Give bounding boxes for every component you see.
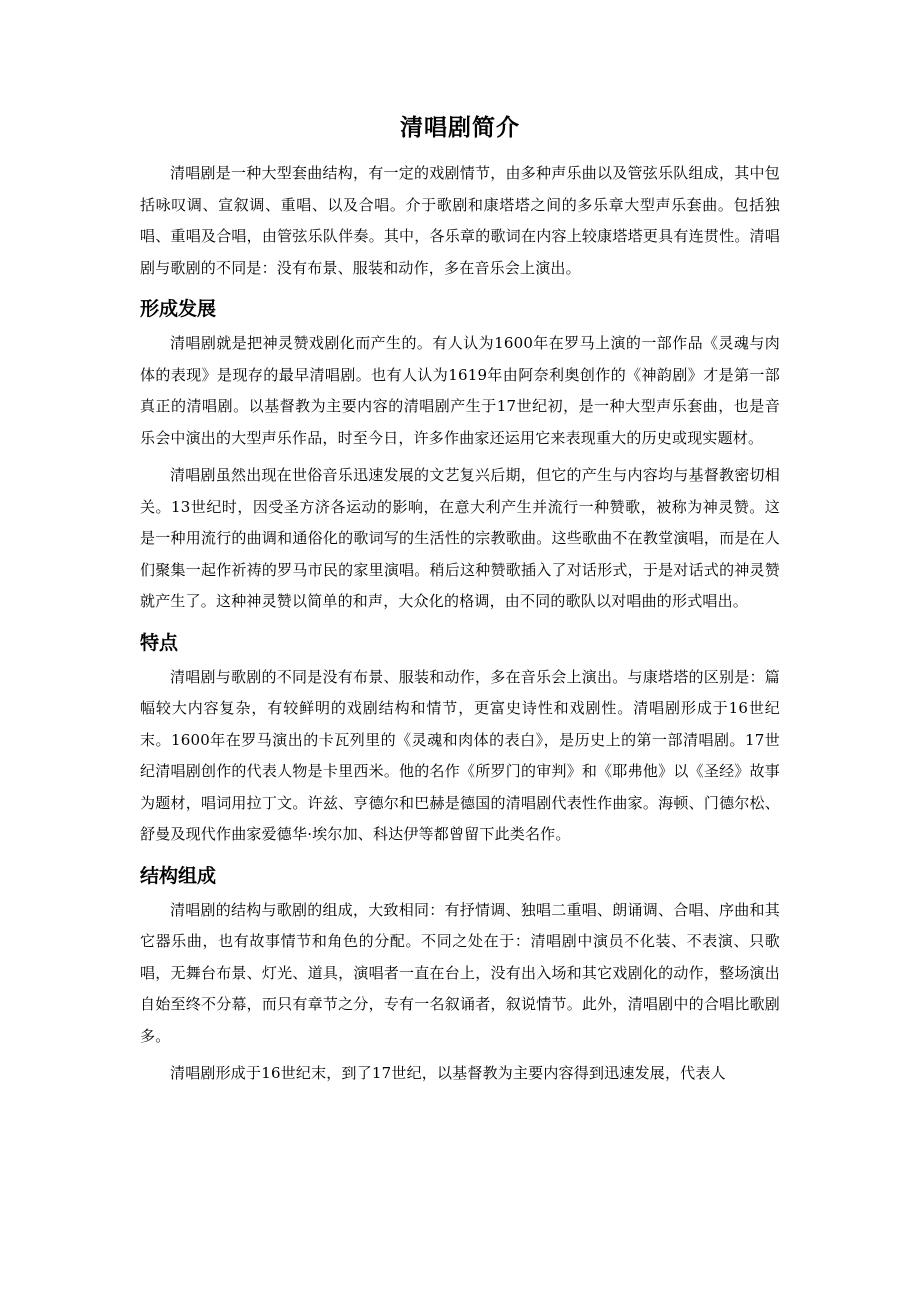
body-paragraph: 清唱剧就是把神灵赞戏剧化而产生的。有人认为1600年在罗马上演的一部作品《灵魂与肉体的表现》是现存的最早清唱剧。也有人认为1619年由阿奈利奥创作的《神韵剧》才是第一部真正的清唱剧。以基督教为主要内容的清唱剧产生于17世纪初，是一种大型声乐套曲，也是音乐会中演出的大型声乐作品，时至今日，许多作曲家还运用它来表现重大的历史或现实题材。 [140,334,780,447]
document-title: 清唱剧简介 [400,115,520,141]
body-paragraph: 清唱剧虽然出现在世俗音乐迅速发展的文艺复兴后期，但它的产生与内容均与基督教密切相关。13世纪时，因受圣方济各运动的影响，在意大利产生并流行一种赞歌，被称为神灵赞。这是一种用流行的曲调和通俗化的歌词写的生活性的宗教歌曲。这些歌曲不在教堂演唱，而是在人们聚集一起作祈祷的罗马市民的家里演唱。稍后这种赞歌插入了对话形式，于是对话式的神灵赞就产生了。这种神灵赞以简单的和声，大众化的格调，由不同的歌队以对唱曲的形式唱出。 [140,466,780,610]
intro-paragraph: 清唱剧是一种大型套曲结构，有一定的戏剧情节，由多种声乐曲以及管弦乐队组成，其中包括咏叹调、宣叙调、重唱、以及合唱。介于歌剧和康塔塔之间的多乐章大型声乐套曲。包括独唱、重唱及合唱，由管弦乐队伴奏。其中，各乐章的歌词在内容上较康塔塔更具有连贯性。清唱剧与歌剧的不同是：没有布景、服装和动作，多在音乐会上演出。 [140,164,780,277]
section-heading: 结构组成 [140,864,217,887]
section-heading: 形成发展 [140,298,217,320]
body-paragraph: 清唱剧与歌剧的不同是没有布景、服装和动作，多在音乐会上演出。与康塔塔的区别是：篇幅较大内容复杂，有较鲜明的戏剧结构和情节，更富史诗性和戏剧性。清唱剧形成于16世纪末。1600年在罗马演出的卡瓦列里的《灵魂和肉体的表白》，是历史上的第一部清唱剧。17世纪清唱剧创作的代表人物是卡里西米。他的名作《所罗门的审判》和《耶弗他》以《圣经》故事为题材，唱词用拉丁文。许兹、亨德尔和巴赫是德国的清唱剧代表性作曲家。海顿、门德尔松、舒曼及现代作曲家爱德华·埃尔加、科达伊等都曾留下此类名作。 [140,667,780,843]
section-features [140,624,780,851]
section-formation-development [140,290,780,618]
section-heading: 特点 [140,631,179,654]
section-structure [140,857,780,1090]
document-page [140,108,780,1092]
body-paragraph: 清唱剧的结构与歌剧的组成，大致相同：有抒情调、独唱二重唱、朗诵调、合唱、序曲和其它器乐曲，也有故事情节和角色的分配。不同之处在于：清唱剧中演员不化装、不表演、只歌唱，无舞台布景、灯光、道具，演唱者一直在台上，没有出入场和其它戏剧化的动作，整场演出自始至终不分幕，而只有章节之分，专有一名叙诵者，叙说情节。此外，清唱剧中的合唱比歌剧多。 [140,900,780,1045]
body-paragraph: 清唱剧形成于16世纪末，到了17世纪，以基督教为主要内容得到迅速发展，代表人 [170,1064,726,1082]
